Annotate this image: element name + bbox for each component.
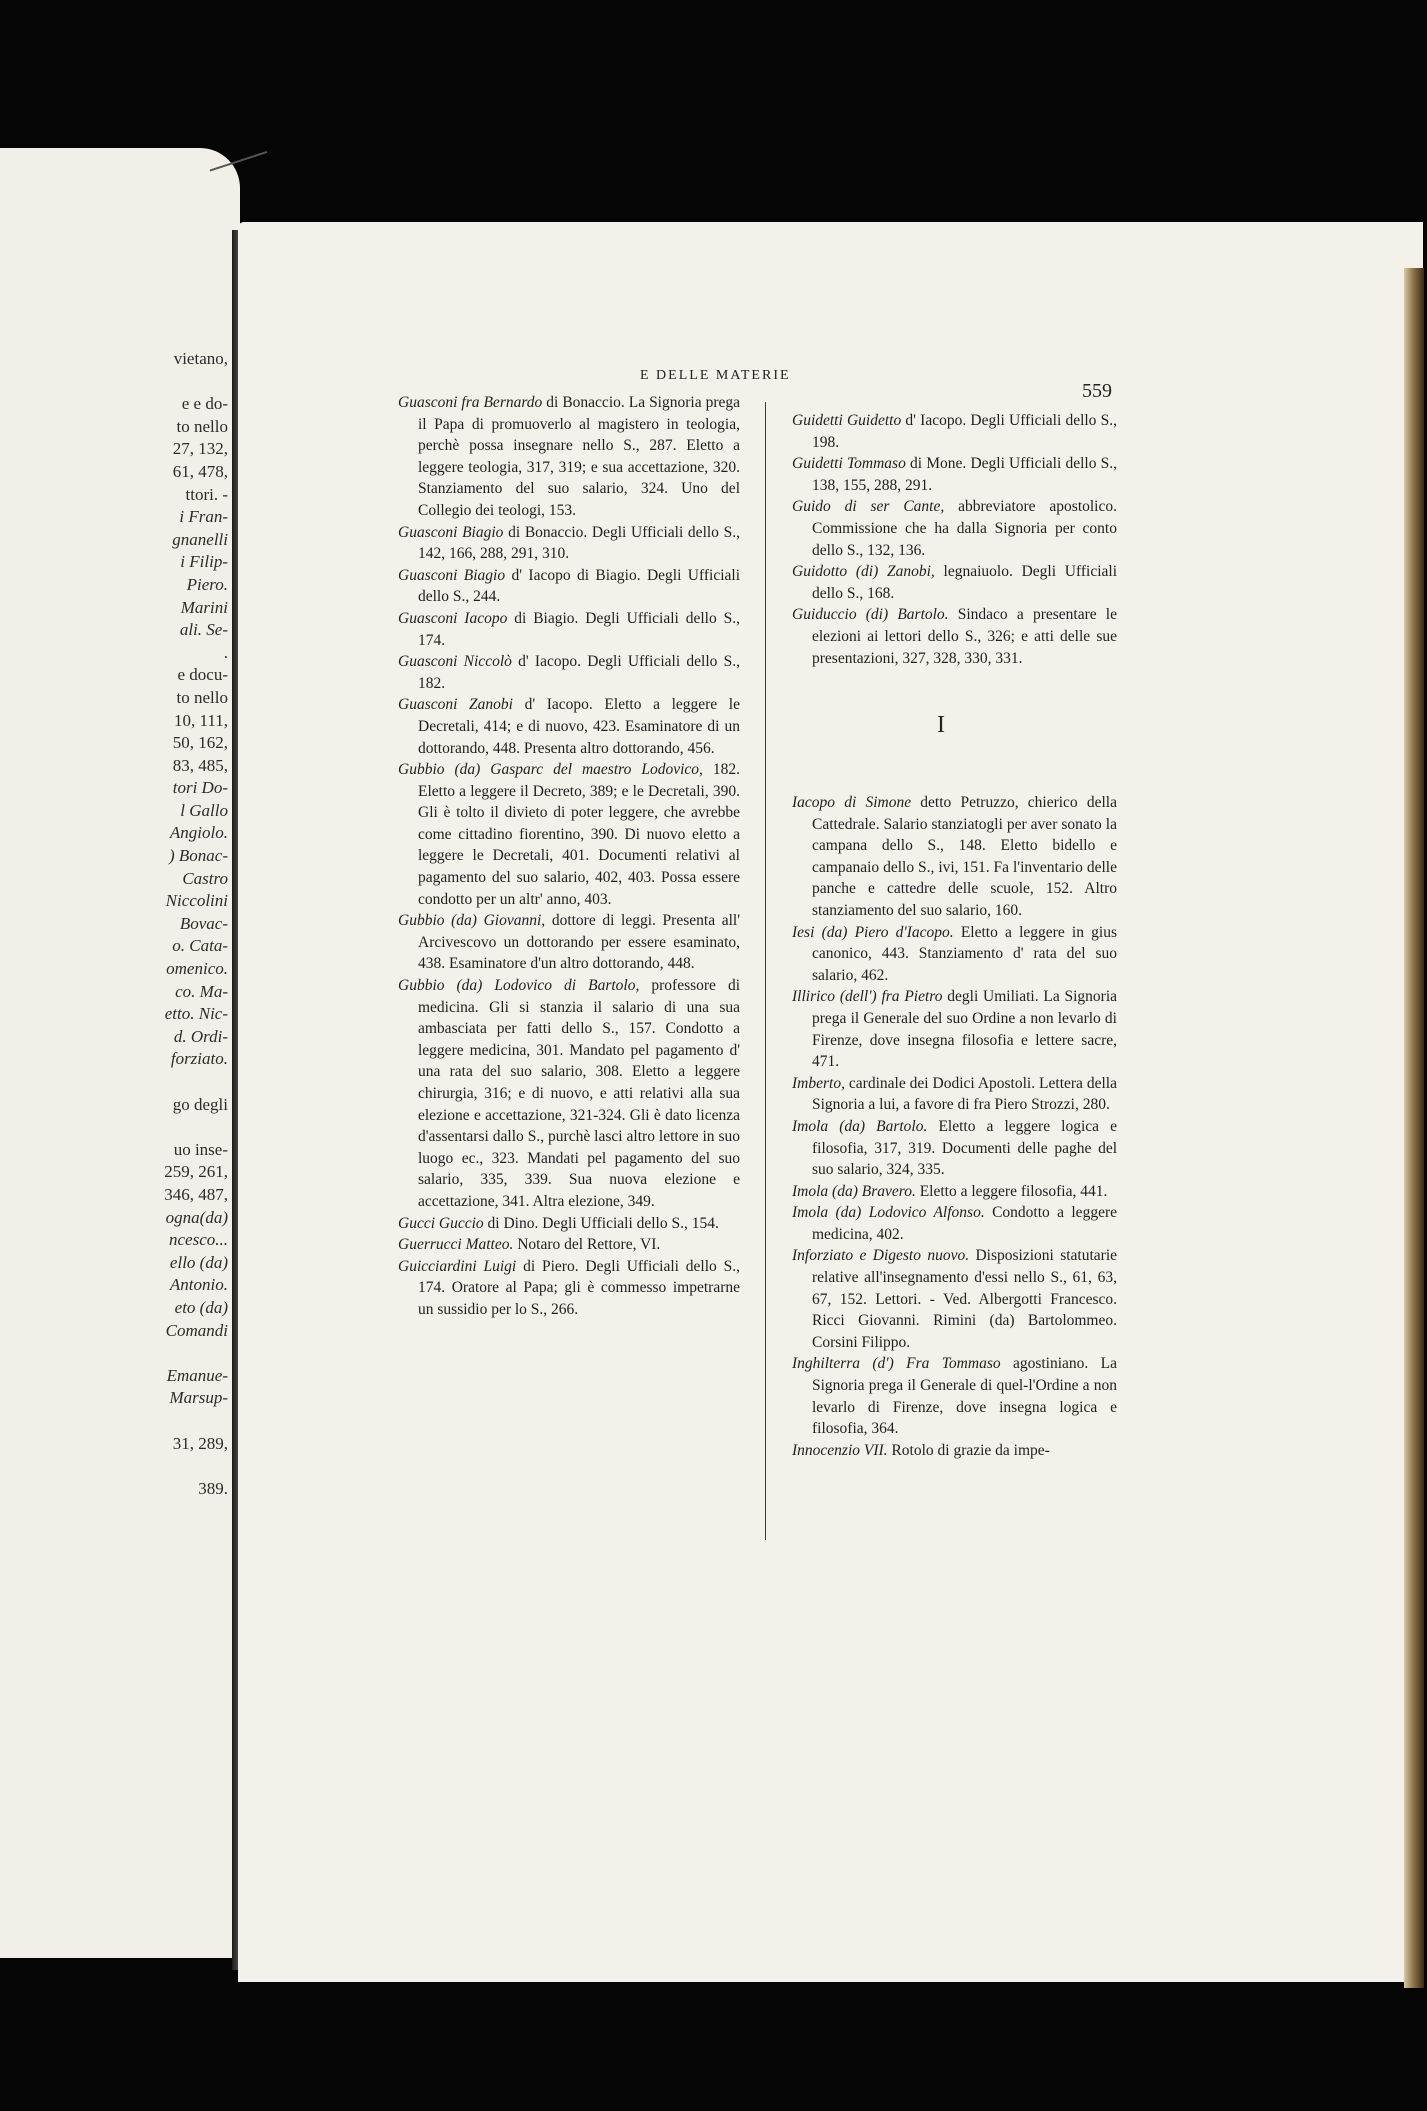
entry-text: Eletto a leggere logica e filosofia, 317, 319. Documenti delle paghe del suo salario, 324, 335.: [812, 1117, 1117, 1179]
index-entries-i: [792, 792, 1117, 1461]
left-page-line: 83, 485,: [172, 755, 228, 775]
entry-text: Rotolo di grazie da impe-: [887, 1441, 1050, 1459]
entry-headword: Imola (da) Bravero.: [792, 1182, 916, 1200]
entry-text: di Bonaccio. La Signoria prega il Papa di promuoverlo al magistero in teologia, perchè possa insegnare nello S., 287. Eletto a leggere teologia, 317, 319; e sua accettazione, 320. Stanziamento del suo salario, 324. Uno del Collegio dei teologi, 153.: [418, 394, 740, 519]
index-entry: [398, 1256, 740, 1321]
entry-headword: Guasconi Iacopo: [398, 609, 508, 627]
entry-headword: Guasconi Zanobi: [398, 696, 513, 714]
left-page-line: [108, 1455, 228, 1478]
entry-text: abbreviatore apostolico. Commissione che ha dalla Signoria per conto dello S., 132, 136.: [812, 498, 1117, 559]
left-page-line: e e do-: [181, 394, 228, 414]
entry-headword: Guasconi fra Bernardo: [398, 394, 543, 411]
entry-headword: Guido di ser Cante,: [792, 498, 945, 516]
entry-text: professore di medicina. Gli si stanzia il salario di una sua ambasciata per fatti dello S., 157. Condotto a leggere medicina, 301. Mandato pel pagamento d' una rata del suo salario, 308. Eletto a leggere chirurgia, 316; e di nuovo, e atti relativi alla sua elezione e accettazione, 321-324. Gli è dato licenza d'assentarsi dallo S., purchè lasci altro lettore in suo luogo ec., 323. Mandati pel pagamento del suo salario, 335, 339. Sua nuova elezione e accettazione, 341. Altra elezione, 349.: [418, 977, 740, 1210]
left-page-line: [108, 1071, 228, 1094]
index-entry: [792, 986, 1117, 1072]
left-page-line: Comandi: [165, 1320, 228, 1340]
left-page-line: co. Ma-: [175, 981, 228, 1001]
section-letter: I: [937, 712, 945, 738]
left-page-line: i Filip-: [180, 552, 228, 572]
left-page-line: 61, 478,: [172, 461, 228, 481]
left-page-line: ttori. -: [185, 484, 228, 504]
entry-text: Eletto a leggere filosofia, 441.: [915, 1182, 1108, 1200]
left-page-line: [108, 1410, 228, 1433]
left-page-line: 31, 289,: [172, 1433, 228, 1453]
left-page-line: o. Cata-: [172, 936, 228, 956]
entry-text: Disposizioni statutarie relative all'insegnamento d'essi nello S., 61, 63, 67, 152. Lettori. - Ved. Albergotti Francesco. Ricci Giovanni. Rimini (da) Bartolommeo. Corsini Filippo.: [812, 1247, 1118, 1351]
entry-text: di Piero. Degli Ufficiali dello S., 174. Oratore al Papa; gli è commesso impetrarne un sussidio per lo S., 266.: [418, 1257, 741, 1318]
entry-text: d' Iacopo. Degli Ufficiali dello S., 198.: [812, 412, 1117, 451]
left-page-line: tori Do-: [172, 778, 228, 798]
index-entry: [398, 1234, 740, 1256]
entry-headword: Guidotto (di) Zanobi,: [792, 563, 935, 581]
entry-headword: Guidetti Tommaso: [792, 455, 906, 473]
left-page-line: 259, 261,: [164, 1162, 228, 1182]
index-entry: [792, 1353, 1117, 1439]
index-entry: [792, 496, 1117, 561]
left-page-text: [108, 348, 228, 1500]
entry-text: di Mone. Degli Ufficiali dello S., 138, 155, 288, 291.: [812, 455, 1117, 494]
entry-text: d' Iacopo. Degli Ufficiali dello S., 182.: [418, 653, 740, 692]
index-entries-g: [792, 410, 1117, 669]
left-page-line: to nello: [176, 416, 228, 436]
left-page-line: Bovac-: [179, 913, 228, 933]
index-entry: [792, 561, 1117, 604]
page-edge: [1404, 268, 1424, 1988]
entry-headword: Gubbio (da) Gasparc del maestro Lodovico,: [398, 761, 703, 779]
entry-headword: Innocenzio VII.: [792, 1441, 888, 1459]
entry-text: Notaro del Rettore, VI.: [513, 1236, 661, 1254]
left-page-line: Marini: [180, 597, 228, 617]
index-entry: [398, 522, 740, 565]
index-entry: [398, 694, 740, 759]
left-page-line: e docu-: [177, 665, 228, 685]
left-page-line: [108, 1342, 228, 1365]
left-page-line: [108, 1116, 228, 1139]
left-page-line: Emanue-: [166, 1365, 228, 1385]
left-page-line: eto (da): [174, 1297, 228, 1317]
entry-headword: Iacopo di Simone: [792, 794, 912, 811]
column-divider: [765, 402, 766, 1540]
entry-text: di Bonaccio. Degli Ufficiali dello S., 142, 166, 288, 291, 310.: [418, 523, 740, 563]
index-entry: [792, 1245, 1117, 1353]
index-entry: [792, 1440, 1117, 1462]
index-entry: [792, 922, 1117, 987]
index-entry: [792, 1116, 1117, 1181]
entry-headword: Guicciardini Luigi: [398, 1257, 517, 1275]
entry-text: Sindaco a presentare le elezioni ai lettori dello S., 326; e atti delle sue presentazioni, 327, 328, 330, 331.: [812, 606, 1117, 667]
left-page-line: d. Ordi-: [173, 1026, 228, 1046]
entry-headword: Guerrucci Matteo.: [398, 1236, 514, 1254]
entry-headword: Gubbio (da) Giovanni,: [398, 912, 546, 930]
left-page-line: uo inse-: [173, 1139, 228, 1159]
left-page-line: [108, 371, 228, 394]
entry-headword: Imola (da) Bartolo.: [792, 1117, 928, 1135]
entry-headword: Inforziato e Digesto nuovo.: [792, 1247, 970, 1265]
page-number: 559: [1082, 380, 1112, 402]
left-page-line: Niccolini: [165, 891, 228, 911]
index-entry: [398, 975, 740, 1213]
left-page-line: vietano,: [173, 349, 228, 368]
running-header: E DELLE MATERIE: [640, 368, 791, 383]
index-entry: [398, 759, 740, 910]
index-entry: [398, 651, 740, 694]
left-page-line: Castro: [182, 868, 228, 888]
index-entry: [792, 1181, 1117, 1203]
index-column-left: [398, 392, 740, 1321]
left-page-line: 10, 111,: [174, 710, 228, 730]
left-page-line: ogna(da): [165, 1207, 228, 1227]
left-page-line: ello (da): [169, 1252, 228, 1272]
entry-text: di Dino. Degli Ufficiali dello S., 154.: [483, 1214, 719, 1232]
entry-text: d' Iacopo. Eletto a leggere le Decretali, 414; e di nuovo, 423. Esaminatore di un dottorando, 448. Presenta altro dottorando, 456.: [418, 696, 740, 757]
entry-headword: Inghilterra (d') Fra Tommaso: [792, 1355, 1001, 1373]
left-page: [0, 148, 240, 1958]
index-column-right: [792, 410, 1117, 669]
left-page-line: ncesco...: [168, 1230, 228, 1250]
entry-text: detto Petruzzo, chierico della Cattedrale. Salario stanziatogli per aver sonato la campana dello S., 148. Eletto bidello e campanaio dello S., ivi, 151. Fa l'inventario delle panche e cattedre delle scuole, 152. Altro stanziamento del suo salario, 160.: [812, 794, 1117, 919]
entry-text: degli Umiliati. La Signoria prega il Generale del suo Ordine a non levarlo di Firenze, dove insegna filosofia e lettere sacre, 471.: [812, 988, 1118, 1071]
left-page-line: 27, 132,: [172, 439, 228, 459]
entry-headword: Gubbio (da) Lodovico di Bartolo,: [398, 977, 640, 995]
left-page-line: go degli: [172, 1094, 228, 1114]
left-page-line: omenico.: [166, 959, 228, 979]
index-entry: [792, 453, 1117, 496]
left-page-line: to nello: [176, 687, 228, 707]
entry-text: agostiniano. La Signoria prega il Generale di quel-l'Ordine a non levarlo di Firenze, dove insegna logica e filosofia, 364.: [812, 1355, 1118, 1438]
entry-headword: Guasconi Biagio: [398, 523, 504, 541]
left-page-line: etto. Nic-: [164, 1004, 228, 1024]
entry-text: cardinale dei Dodici Apostoli. Lettera della Signoria a lui, a favore di fra Piero Strozzi, 280.: [812, 1074, 1117, 1114]
entry-headword: Imberto,: [792, 1074, 845, 1092]
left-page-line: 389.: [198, 1478, 228, 1498]
index-entry: [792, 1073, 1117, 1116]
left-page-line: l Gallo: [180, 800, 228, 820]
index-entry: [792, 1202, 1117, 1245]
entry-headword: Guidetti Guidetto: [792, 412, 902, 429]
entry-headword: Illirico (dell') fra Pietro: [792, 988, 943, 1006]
left-page-line: Piero.: [186, 574, 228, 594]
index-entry: [792, 604, 1117, 669]
entry-text: dottore di leggi. Presenta all' Arcivescovo un dottorando per essere esaminato, 438. Esaminatore d'un altro dottorando, 448.: [418, 912, 740, 973]
left-page-line: forziato.: [170, 1049, 228, 1069]
entry-text: 182. Eletto a leggere il Decreto, 389; e le Decretali, 390. Gli è tolto il divieto di poter leggere, che avrebbe come cittadino fiorentino, 390. Di nuovo eletto a leggere le Decretali, 401. Documenti relativi al pagamento del suo salario, 402, 403. Possa essere condotto per un altr' anno, 403.: [418, 761, 740, 908]
left-page-line: Angiolo.: [169, 823, 228, 843]
entry-headword: Gucci Guccio: [398, 1214, 484, 1232]
left-page-line: Antonio.: [169, 1275, 228, 1295]
entry-text: legnaiuolo. Degli Ufficiali dello S., 168.: [812, 563, 1117, 602]
index-entry: [792, 410, 1117, 453]
left-page-line: i Fran-: [179, 507, 228, 527]
entry-headword: Guiduccio (di) Bartolo.: [792, 606, 949, 624]
left-page-line: .: [223, 642, 228, 662]
index-column-right-lower: [792, 792, 1117, 1461]
left-page-line: Marsup-: [169, 1388, 228, 1408]
entry-headword: Imola (da) Lodovico Alfonso.: [792, 1204, 985, 1222]
entry-text: di Biagio. Degli Ufficiali dello S., 174.: [418, 609, 740, 649]
index-entry: [398, 392, 740, 522]
left-page-line: ali. Se-: [179, 620, 228, 640]
index-entry: [398, 910, 740, 975]
index-entry: [398, 608, 740, 651]
left-page-line: 50, 162,: [172, 733, 228, 753]
entry-text: Eletto a leggere in gius canonico, 443. Stanziamento d' rata del suo salario, 462.: [812, 923, 1117, 984]
index-entry: [398, 1213, 740, 1235]
entry-text: d' Iacopo di Biagio. Degli Ufficiali dello S., 244.: [418, 566, 740, 606]
entry-headword: Guasconi Biagio: [398, 566, 506, 584]
left-page-line: gnanelli: [172, 529, 228, 549]
entry-headword: Guasconi Niccolò: [398, 653, 512, 671]
index-entry: [398, 565, 740, 608]
left-page-line: ) Bonac-: [168, 846, 228, 866]
entry-headword: Iesi (da) Piero d'Iacopo.: [792, 923, 954, 941]
index-entry: [792, 792, 1117, 922]
left-page-line: 346, 487,: [164, 1184, 228, 1204]
entry-text: Condotto a leggere medicina, 402.: [812, 1204, 1117, 1243]
